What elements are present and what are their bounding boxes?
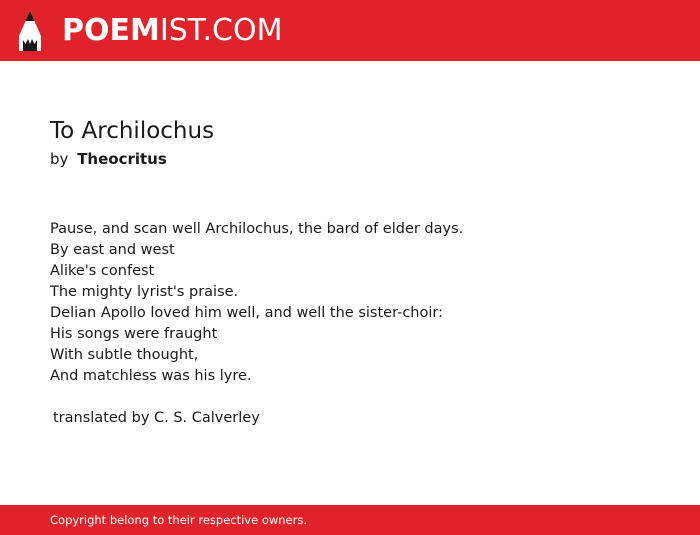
copyright-notice: Copyright belong to their respective owners. bbox=[50, 513, 308, 527]
poem-line: His songs were fraught bbox=[50, 326, 218, 342]
poem-line: By east and west bbox=[50, 242, 175, 258]
poem-title: To Archilochus bbox=[50, 118, 215, 144]
poem-body bbox=[50, 219, 463, 387]
logo-bold-text: POEM bbox=[62, 13, 160, 48]
poem-line: Delian Apollo loved him well, and well the sister-choir: bbox=[50, 305, 443, 321]
by-label: by bbox=[50, 150, 69, 168]
poem-line: Alike's confest bbox=[50, 263, 155, 279]
poem-author[interactable]: Theocritus bbox=[77, 150, 167, 168]
pencil-icon[interactable] bbox=[17, 10, 43, 52]
poem-line: With subtle thought, bbox=[50, 347, 199, 363]
poem-line: Pause, and scan well Archilochus, the bard of elder days. bbox=[50, 221, 464, 237]
poem-byline bbox=[50, 148, 167, 170]
poem-line: And matchless was his lyre. bbox=[50, 368, 252, 384]
poem-line: The mighty lyrist's praise. bbox=[50, 284, 239, 300]
site-logo[interactable] bbox=[62, 10, 282, 52]
logo-light-text: IST.COM bbox=[159, 13, 283, 48]
translator-credit: translated by C. S. Calverley bbox=[53, 410, 260, 426]
site-footer bbox=[0, 505, 700, 535]
site-header bbox=[0, 0, 700, 61]
